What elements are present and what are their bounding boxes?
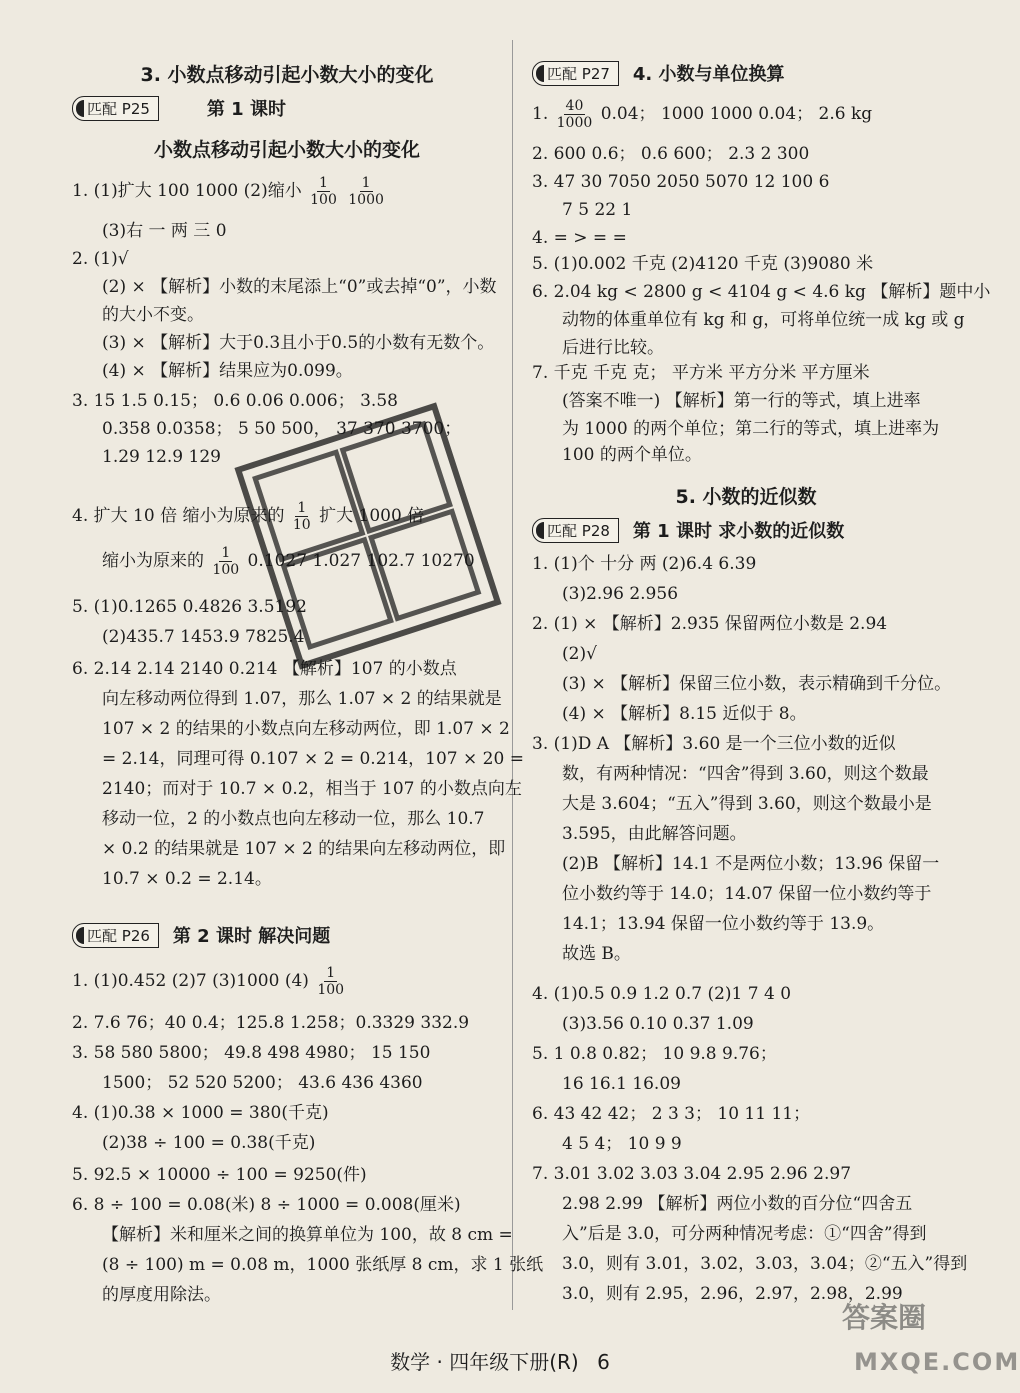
fraction: $\frac{1}{100}$ [317,965,345,998]
answer-line: 【解析】米和厘米之间的换算单位为 100，故 8 cm = [102,1225,513,1245]
answer-line: 1. (1)0.452 (2)7 (3)1000 (4) $\frac{1}{100}$ [72,965,345,998]
answer-line: 6. 2.04 kg < 2800 g < 4104 g < 4.6 kg 【解析】题中小 [532,282,991,302]
answer-line: (2) × 【解析】小数的末尾添上“0”或去掉“0”，小数 [102,277,497,297]
answer-line: 2. 600 0.6； 0.6 600； 2.3 2 300 [532,144,810,164]
answer-line: 14.1；13.94 保留一位小数约等于 13.9。 [562,914,885,934]
section-title: 5. 小数的近似数 [675,486,817,508]
answer-line: 2. (1) × 【解析】2.935 保留两位小数是 2.94 [532,614,888,634]
answer-line: 5. (1)0.1265 0.4826 3.5192 [72,597,307,617]
answer-line: 1. (1)个 十分 两 (2)6.4 6.39 [532,554,757,574]
answer-line: 3. (1)D A 【解析】3.60 是一个三位小数的近似 [532,734,896,754]
answer-line: 3.595，由此解答问题。 [562,824,747,844]
answer-line: 4. 扩大 10 倍 缩小为原来的 $\frac{1}{10}$ 扩大 1000 倍 [72,500,425,533]
answer-line: 1. $\frac{40}{1000}$ 0.04； 1000 1000 0.04； 2.6 kg [532,98,873,131]
answer-line: 2.98 2.99 【解析】两位小数的百分位“四舍五 [562,1194,913,1214]
answer-line: 移动一位，2 的小数点也向左移动一位，那么 10.7 [102,809,485,829]
answer-line: 的厚度用除法。 [102,1285,221,1305]
answer-line: 5. 1 0.8 0.82； 10 9.8 9.76； [532,1044,777,1064]
answer-line: 7 5 22 1 [562,200,633,220]
answer-line: 4. (1)0.38 × 1000 = 380(千克) [72,1103,329,1123]
answer-line: 100 的两个单位。 [562,445,702,465]
badge-tag: 匹配 P27 [532,61,619,86]
answer-line: 1.29 12.9 129 [102,447,221,467]
answer-line: (答案不唯一) 【解析】第一行的等式，填上进率 [562,391,921,411]
answer-line: (8 ÷ 100) m = 0.08 m，1000 张纸厚 8 cm，求 1 张纸 [102,1255,544,1275]
answer-line: 1. (1)扩大 100 1000 (2)缩小 $\frac{1}{100}$ $\frac{1}{1000}$ [72,175,384,208]
answer-line: (3)2.96 2.956 [562,584,679,604]
page-footer [0,1346,1000,1375]
answer-line: 入”后是 3.0，可分两种情况考虑：①“四舍”得到 [562,1224,927,1244]
section-title: 3. 小数点移动引起小数大小的变化 [140,64,434,86]
answer-line: 6. 2.14 2.14 2140 0.214 【解析】107 的小数点 [72,659,457,679]
answer-line: (2)B 【解析】14.1 不是两位小数；13.96 保留一 [562,854,940,874]
answer-line: 3.0，则有 3.01，3.02，3.03，3.04；②“五入”得到 [562,1254,968,1274]
answer-line: 16 16.1 16.09 [562,1074,681,1094]
fraction: $\frac{40}{1000}$ [556,98,593,131]
answer-line: 3.0，则有 2.95，2.96，2.97，2.98，2.99 [562,1284,903,1304]
badge-tag: 匹配 P26 [72,923,159,948]
answer-line: (2)√ [562,644,597,664]
answer-line: 大是 3.604；“五入”得到 3.60，则这个数最小是 [562,794,932,814]
answer-line: (3)3.56 0.10 0.37 1.09 [562,1014,754,1034]
answer-line: 缩小为原来的 $\frac{1}{100}$ 0.1027 1.027 102.7 10270 [102,545,475,578]
answer-line: 2. (1)√ [72,249,129,269]
answer-line: 5. 92.5 × 10000 ÷ 100 = 9250(件) [72,1165,367,1185]
badge-title: 第 1 课时 [206,99,286,120]
answer-line: 动物的体重单位有 kg 和 g，可将单位统一成 kg 或 g [562,310,965,330]
answer-line: 数，有两种情况：“四舍”得到 3.60，则这个数最 [562,764,929,784]
answer-line: 2140；而对于 10.7 × 0.2，相当于 107 的小数点向左 [102,779,522,799]
answer-line: × 0.2 的结果就是 107 × 2 的结果向左移动两位，即 [102,839,506,859]
answer-line: 107 × 2 的结果的小数点向左移动两位，即 1.07 × 2 [102,719,510,739]
answer-line: 7. 千克 千克 克； 平方米 平方分米 平方厘米 [532,363,870,383]
fraction: $\frac{1}{100}$ [212,545,240,578]
answer-line: (3)右 一 两 三 0 [102,221,227,241]
lesson-badge-p27 [532,60,785,86]
answer-line: 6. 43 42 42； 2 3 3； 10 11 11； [532,1104,811,1124]
badge-title: 4. 小数与单位换算 [632,64,785,85]
answer-line: 为 1000 的两个单位；第二行的等式，填上进率为 [562,419,940,439]
answer-line: (4) × 【解析】8.15 近似于 8。 [562,704,807,724]
answer-line: 故选 B。 [562,944,631,964]
answer-line: 3. 15 1.5 0.15； 0.6 0.06 0.006； 3.58 [72,391,398,411]
answer-line: 7. 3.01 3.02 3.03 3.04 2.95 2.96 2.97 [532,1164,852,1184]
answer-line: 3. 58 580 5800； 49.8 498 4980； 15 150 [72,1043,431,1063]
answer-line: 向左移动两位得到 1.07，那么 1.07 × 2 的结果就是 [102,689,502,709]
answer-line: 4 5 4； 10 9 9 [562,1134,682,1154]
column-divider [512,40,513,1310]
page-number: 6 [597,1350,610,1374]
lesson-badge-p28 [532,517,844,543]
answer-line: 后进行比较。 [562,338,664,358]
lesson-badge-p25 [72,95,286,121]
watermark-logo: 答案圈 [842,1301,927,1334]
watermark-url: MXQE.COM [854,1348,1020,1376]
answer-line: 0.358 0.0358； 5 50 500， 37 370 3700； [102,419,462,439]
answer-line: (2)38 ÷ 100 = 0.38(千克) [102,1133,316,1153]
answer-line: 3. 47 30 7050 2050 5070 12 100 6 [532,172,830,192]
badge-tag: 匹配 P28 [532,518,619,543]
fraction: $\frac{1}{100}$ [310,175,337,208]
badge-tag: 匹配 P25 [72,96,159,121]
answer-line: 1500； 52 520 5200； 43.6 436 4360 [102,1073,423,1093]
answer-line: 2. 7.6 76；40 0.4；125.8 1.258；0.3329 332.9 [72,1013,470,1033]
answer-line: 4. (1)0.5 0.9 1.2 0.7 (2)1 7 4 0 [532,984,792,1004]
answer-line: 位小数约等于 14.0；14.07 保留一位小数约等于 [562,884,932,904]
answer-line: = 2.14，同理可得 0.107 × 2 = 0.214，107 × 20 = [102,749,524,769]
footer-text: 数学 · 四年级下册(R) [390,1350,579,1374]
answer-line: (2)435.7 1453.9 7825.4 [102,627,305,647]
answer-line: 6. 8 ÷ 100 = 0.08(米) 8 ÷ 1000 = 0.008(厘米) [72,1195,461,1215]
badge-title: 第 1 课时 求小数的近似数 [632,521,845,542]
answer-line: (3) × 【解析】保留三位小数，表示精确到千分位。 [562,674,952,694]
answer-line: 的大小不变。 [102,305,204,325]
answer-line: (4) × 【解析】结果应为0.099。 [102,361,353,381]
lesson-badge-p26 [72,922,330,948]
answer-line: (3) × 【解析】大于0.3且小于0.5的小数有无数个。 [102,333,495,353]
answer-line: 10.7 × 0.2 = 2.14。 [102,869,272,889]
answer-line: 4. = > = = [532,228,627,248]
answer-line: 5. (1)0.002 千克 (2)4120 千克 (3)9080 米 [532,254,874,274]
badge-title: 第 2 课时 解决问题 [172,926,331,947]
fraction: $\frac{1}{1000}$ [348,175,384,208]
lesson-subtitle: 小数点移动引起小数大小的变化 [153,139,420,161]
fraction: $\frac{1}{10}$ [292,500,311,533]
